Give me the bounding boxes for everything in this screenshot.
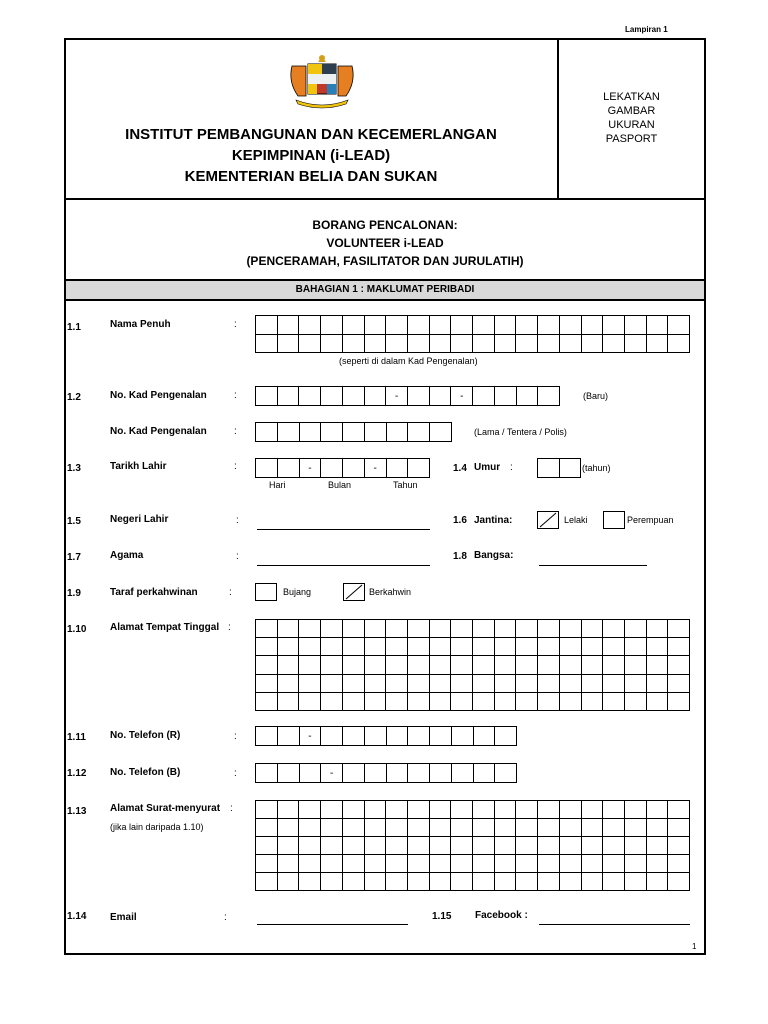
check-slash-icon — [343, 583, 365, 601]
ic-sep-2: - — [451, 387, 473, 406]
colon-1-13: : — [230, 803, 233, 814]
label-agama: Agama — [110, 550, 144, 561]
tel-b-sep: - — [321, 764, 343, 783]
label-tarikh-lahir: Tarikh Lahir — [110, 461, 167, 472]
label-ic-lama: No. Kad Pengenalan — [110, 426, 207, 437]
field-num-1-12: 1.12 — [67, 768, 87, 779]
photo-text-2: GAMBAR — [607, 105, 656, 117]
label-jantina: Jantina: — [474, 515, 513, 526]
label-hari: Hari — [269, 480, 286, 490]
alamat-surat-note: (jika lain daripada 1.10) — [110, 822, 204, 832]
umur-grid[interactable] — [537, 458, 581, 478]
field-num-1-2: 1.2 — [67, 392, 81, 403]
field-num-1-1: 1.1 — [67, 322, 81, 333]
label-nama-penuh: Nama Penuh — [110, 319, 171, 330]
label-lelaki: Lelaki — [564, 515, 588, 525]
colon-1-11: : — [234, 731, 237, 742]
label-bangsa: Bangsa: — [474, 550, 514, 561]
ic-lama-grid[interactable] — [255, 422, 452, 442]
colon-1-1: : — [234, 319, 237, 330]
agama-line[interactable] — [257, 565, 430, 566]
colon-1-3: : — [234, 461, 237, 472]
label-negeri-lahir: Negeri Lahir — [110, 514, 169, 525]
colon-1-10: : — [228, 622, 231, 633]
bangsa-line[interactable] — [539, 565, 647, 566]
telefon-b-grid[interactable] — [255, 763, 517, 783]
page-number: 1 — [692, 942, 697, 951]
tel-r-sep: - — [300, 727, 322, 746]
ic-lama-note: (Lama / Tentera / Polis) — [474, 427, 567, 437]
field-num-1-8: 1.8 — [453, 551, 467, 562]
form-title-line1: BORANG PENCALONAN: — [312, 218, 458, 232]
photo-text-3: UKURAN — [608, 119, 655, 131]
label-bulan: Bulan — [328, 480, 352, 490]
label-taraf-perkahwinan: Taraf perkahwinan — [110, 587, 198, 598]
checkbox-perempuan[interactable] — [603, 511, 625, 529]
colon-1-12: : — [234, 768, 237, 779]
nama-note: (seperti di dalam Kad Pengenalan) — [339, 356, 478, 366]
colon-1-4: : — [510, 462, 513, 473]
field-num-1-7: 1.7 — [67, 552, 81, 563]
facebook-line[interactable] — [539, 924, 690, 925]
alamat-tinggal-grid[interactable] — [255, 619, 690, 711]
label-perempuan: Perempuan — [627, 515, 674, 525]
field-num-1-3: 1.3 — [67, 463, 81, 474]
section-title: BAHAGIAN 1 : MAKLUMAT PERIBADI — [295, 284, 475, 295]
ic-baru-grid[interactable] — [255, 386, 560, 406]
ic-sep-1: - — [386, 387, 408, 406]
colon-1-2b: : — [234, 426, 237, 437]
ministry-name: KEMENTERIAN BELIA DAN SUKAN — [184, 168, 438, 185]
coat-of-arms-logo — [284, 52, 360, 112]
label-berkahwin: Berkahwin — [369, 587, 412, 597]
colon-1-2: : — [234, 390, 237, 401]
colon-1-7: : — [236, 551, 239, 562]
date-sep-1: - — [300, 459, 322, 478]
checkbox-bujang[interactable] — [255, 583, 277, 601]
photo-text-4: PASPORT — [605, 133, 658, 145]
field-num-1-10: 1.10 — [67, 624, 87, 635]
field-num-1-14: 1.14 — [67, 911, 87, 922]
label-facebook: Facebook : — [475, 910, 528, 921]
label-email: Email — [110, 912, 137, 923]
date-sep-2: - — [365, 459, 387, 478]
field-num-1-15: 1.15 — [432, 911, 452, 922]
form-title-line2: VOLUNTEER i-LEAD — [326, 236, 444, 250]
tarikh-lahir-grid[interactable] — [255, 458, 430, 478]
label-tahun: Tahun — [393, 480, 418, 490]
email-line[interactable] — [257, 924, 408, 925]
field-num-1-9: 1.9 — [67, 588, 81, 599]
label-ic-baru: No. Kad Pengenalan — [110, 390, 207, 401]
header-bottom-line — [64, 198, 706, 200]
label-umur: Umur — [474, 462, 501, 473]
photo-text-1: LEKATKAN — [603, 91, 660, 103]
label-telefon-r: No. Telefon (R) — [110, 730, 181, 741]
label-telefon-b: No. Telefon (B) — [110, 767, 181, 778]
nama-penuh-grid[interactable] — [255, 315, 690, 353]
alamat-surat-grid[interactable] — [255, 800, 690, 891]
negeri-lahir-line[interactable] — [257, 529, 430, 530]
institute-abbrev: KEPIMPINAN (i-LEAD) — [231, 147, 391, 164]
ic-baru-note: (Baru) — [583, 391, 609, 401]
colon-1-9: : — [229, 587, 232, 598]
field-num-1-11: 1.11 — [67, 732, 86, 743]
form-title — [66, 216, 704, 270]
field-num-1-6: 1.6 — [453, 515, 467, 526]
check-slash-icon — [537, 511, 559, 529]
label-bujang: Bujang — [283, 587, 312, 597]
label-alamat-tinggal: Alamat Tempat Tinggal — [110, 622, 220, 633]
photo-placeholder — [559, 90, 704, 146]
colon-1-14: : — [224, 912, 227, 923]
label-alamat-surat: Alamat Surat-menyurat — [110, 803, 221, 814]
field-num-1-5: 1.5 — [67, 516, 81, 527]
appendix-label: Lampiran 1 — [625, 25, 668, 34]
field-num-1-13: 1.13 — [67, 806, 87, 817]
colon-1-5: : — [236, 515, 239, 526]
form-title-line3: (PENCERAMAH, FASILITATOR DAN JURULATIH) — [246, 254, 524, 268]
institute-name: INSTITUT PEMBANGUNAN DAN KECEMERLANGAN — [125, 126, 497, 143]
telefon-r-grid[interactable] — [255, 726, 517, 746]
umur-note: (tahun) — [582, 463, 611, 473]
field-num-1-4: 1.4 — [453, 463, 467, 474]
